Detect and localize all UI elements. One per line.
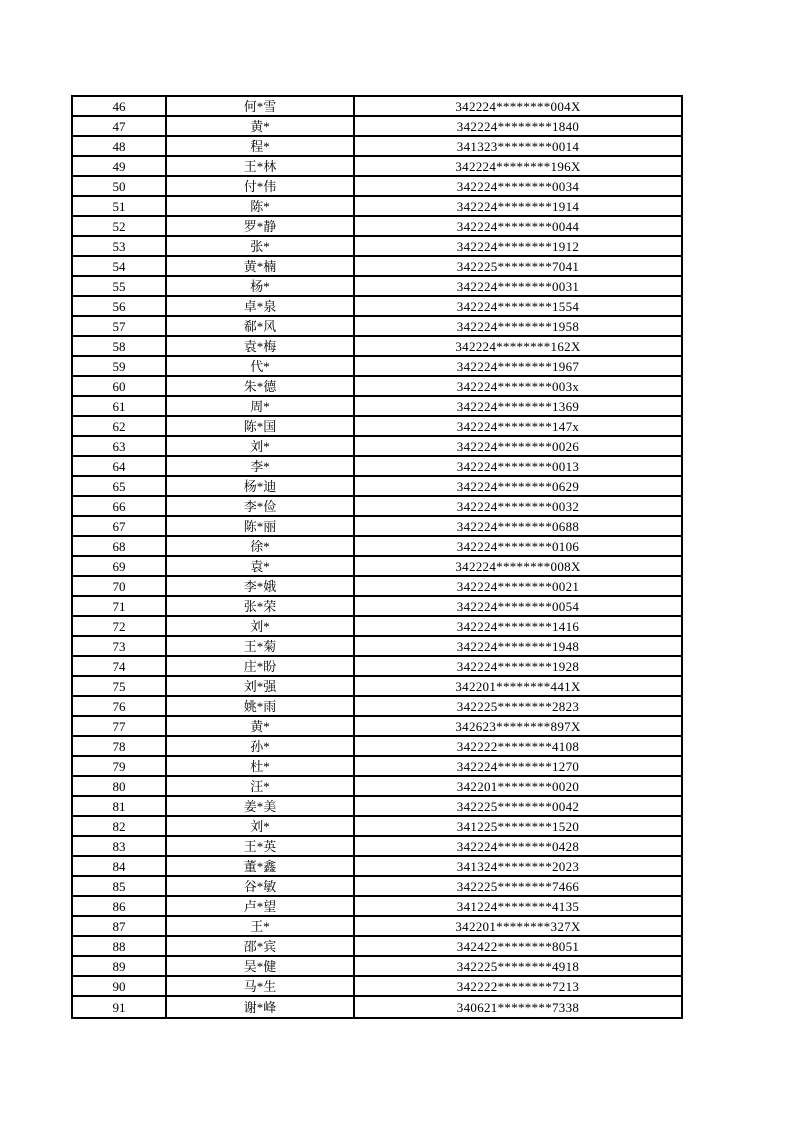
cell-name: 刘* [167,817,355,835]
cell-name: 杨*迪 [167,477,355,495]
cell-index: 79 [73,757,167,775]
table-row [73,617,681,637]
cell-id-masked: 342224********0026 [456,438,580,454]
cell-id-masked: 342224********0034 [456,178,580,194]
cell-name: 李*娥 [167,577,355,595]
cell-name: 汪* [167,777,355,795]
cell-index: 67 [73,517,167,535]
cell-id-masked: 342225********0042 [456,798,580,814]
cell-id-masked: 342224********1840 [456,118,580,134]
table-row [73,717,681,737]
table-row [73,657,681,677]
cell-name: 王* [167,917,355,935]
cell-index: 87 [73,917,167,935]
cell-name: 张* [167,237,355,255]
cell-name: 王*英 [167,837,355,855]
table-row [73,777,681,797]
cell-name: 吴*健 [167,957,355,975]
cell-id-masked: 342201********441X [455,678,581,694]
cell-name: 谢*峰 [167,997,355,1017]
table-row [73,257,681,277]
table-row [73,857,681,877]
cell-id-masked: 342225********2823 [456,698,580,714]
cell-name: 马*生 [167,977,355,995]
cell-index: 71 [73,597,167,615]
cell-id-masked: 342222********7213 [456,978,580,994]
cell-index: 53 [73,237,167,255]
table-row [73,757,681,777]
cell-name: 李* [167,457,355,475]
cell-id-masked: 342224********1958 [456,318,580,334]
cell-index: 80 [73,777,167,795]
table-row [73,637,681,657]
table-row [73,217,681,237]
cell-name: 姜*美 [167,797,355,815]
cell-name: 张*荣 [167,597,355,615]
cell-name: 徐* [167,537,355,555]
cell-id-masked: 342224********0013 [456,458,580,474]
cell-name: 何*雪 [167,97,355,115]
cell-name: 黄* [167,717,355,735]
cell-name: 代* [167,357,355,375]
cell-id-masked: 342225********7041 [456,258,580,274]
cell-index: 54 [73,257,167,275]
cell-name: 刘*强 [167,677,355,695]
table-row [73,177,681,197]
table-row [73,397,681,417]
table-row [73,697,681,717]
cell-index: 81 [73,797,167,815]
cell-name: 罗*静 [167,217,355,235]
cell-id-masked: 342224********147x [456,418,580,434]
cell-index: 61 [73,397,167,415]
cell-index: 63 [73,437,167,455]
cell-id-masked: 341323********0014 [456,138,580,154]
table-row [73,97,681,117]
cell-name: 谷*敏 [167,877,355,895]
cell-id-masked: 342224********1914 [456,198,580,214]
cell-index: 52 [73,217,167,235]
cell-name: 黄* [167,117,355,135]
cell-name: 陈*国 [167,417,355,435]
cell-name: 王*菊 [167,637,355,655]
table-row [73,897,681,917]
cell-index: 73 [73,637,167,655]
cell-index: 83 [73,837,167,855]
cell-id-masked: 342224********1967 [456,358,580,374]
cell-index: 51 [73,197,167,215]
cell-name: 袁* [167,557,355,575]
cell-id-masked: 342224********1416 [456,618,580,634]
cell-id-masked: 342224********0044 [456,218,580,234]
table-row [73,457,681,477]
cell-index: 75 [73,677,167,695]
cell-index: 69 [73,557,167,575]
cell-id-masked: 341225********1520 [456,818,580,834]
cell-index: 78 [73,737,167,755]
cell-name: 付*伟 [167,177,355,195]
cell-index: 65 [73,477,167,495]
cell-id-masked: 342422********8051 [456,938,580,954]
cell-index: 55 [73,277,167,295]
table-row [73,357,681,377]
cell-index: 50 [73,177,167,195]
table-row [73,297,681,317]
table-row [73,477,681,497]
table-row [73,137,681,157]
table-row [73,537,681,557]
cell-id-masked: 342224********0031 [456,278,580,294]
table-row [73,437,681,457]
table-row [73,377,681,397]
cell-name: 郗*风 [167,317,355,335]
table-row [73,517,681,537]
cell-index: 89 [73,957,167,975]
cell-index: 70 [73,577,167,595]
cell-name: 卢*望 [167,897,355,915]
cell-index: 76 [73,697,167,715]
cell-id-masked: 342224********1369 [456,398,580,414]
table-row [73,877,681,897]
table-row [73,677,681,697]
table-row [73,937,681,957]
cell-id-masked: 340621********7338 [456,999,580,1015]
cell-index: 62 [73,417,167,435]
table-row [73,837,681,857]
cell-index: 47 [73,117,167,135]
cell-id-masked: 342224********1554 [456,298,580,314]
cell-id-masked: 342623********897X [455,718,581,734]
cell-id-masked: 342224********1928 [456,658,580,674]
cell-name: 卓*泉 [167,297,355,315]
cell-id-masked: 342224********1948 [456,638,580,654]
cell-index: 60 [73,377,167,395]
table-body [73,97,681,1017]
table-row [73,317,681,337]
table-row [73,157,681,177]
table-row [73,957,681,977]
table-row [73,557,681,577]
cell-index: 72 [73,617,167,635]
cell-index: 68 [73,537,167,555]
cell-name: 袁*梅 [167,337,355,355]
table-row [73,597,681,617]
cell-index: 86 [73,897,167,915]
cell-id-masked: 342224********162X [455,338,581,354]
cell-name: 杜* [167,757,355,775]
cell-index: 59 [73,357,167,375]
cell-name: 姚*雨 [167,697,355,715]
table-row [73,997,681,1017]
cell-id-masked: 341324********2023 [456,858,580,874]
cell-id-masked: 342224********196X [455,158,581,174]
cell-index: 88 [73,937,167,955]
cell-index: 57 [73,317,167,335]
table-row [73,277,681,297]
cell-index: 66 [73,497,167,515]
cell-id-masked: 342201********0020 [456,778,580,794]
table-row [73,977,681,997]
cell-name: 陈*丽 [167,517,355,535]
cell-index: 82 [73,817,167,835]
cell-name: 邵*宾 [167,937,355,955]
cell-name: 董*鑫 [167,857,355,875]
cell-index: 49 [73,157,167,175]
cell-id-masked: 342224********1270 [456,758,580,774]
cell-name: 周* [167,397,355,415]
table-row [73,797,681,817]
table-row [73,577,681,597]
cell-index: 90 [73,977,167,995]
cell-id-masked: 342224********008X [455,558,581,574]
cell-name: 孙* [167,737,355,755]
cell-name: 杨* [167,277,355,295]
cell-id-masked: 342201********327X [455,918,581,934]
cell-name: 李*俭 [167,497,355,515]
table-row [73,197,681,217]
cell-id-masked: 342224********0021 [456,578,580,594]
cell-name: 程* [167,137,355,155]
cell-name: 朱*德 [167,377,355,395]
table-row [73,337,681,357]
table-row [73,817,681,837]
cell-name: 刘* [167,617,355,635]
cell-id-masked: 342224********0032 [456,498,580,514]
table-row [73,737,681,757]
cell-id-masked: 342224********0688 [456,518,580,534]
cell-index: 91 [73,997,167,1017]
cell-index: 56 [73,297,167,315]
cell-name: 刘* [167,437,355,455]
cell-name: 陈* [167,197,355,215]
cell-index: 84 [73,857,167,875]
cell-id-masked: 342224********1912 [456,238,580,254]
cell-id-masked: 342224********003x [456,378,580,394]
cell-index: 64 [73,457,167,475]
cell-name: 黄*楠 [167,257,355,275]
table-row [73,237,681,257]
cell-id-masked: 342225********4918 [456,958,580,974]
cell-id-masked: 342224********0629 [456,478,580,494]
masked-id-table [71,95,683,1019]
cell-id-masked: 342224********0106 [456,538,580,554]
cell-id-masked: 342224********0054 [456,598,580,614]
cell-id-masked: 341224********4135 [456,898,580,914]
table-row [73,497,681,517]
table-row [73,917,681,937]
cell-index: 58 [73,337,167,355]
cell-name: 庄*盼 [167,657,355,675]
cell-index: 74 [73,657,167,675]
cell-index: 46 [73,97,167,115]
cell-index: 85 [73,877,167,895]
cell-index: 77 [73,717,167,735]
cell-id-masked: 342224********004X [455,98,581,114]
cell-id-masked: 342224********0428 [456,838,580,854]
table-row [73,417,681,437]
cell-index: 48 [73,137,167,155]
table-row [73,117,681,137]
cell-id-masked: 342222********4108 [456,738,580,754]
cell-name: 王*林 [167,157,355,175]
cell-id-masked: 342225********7466 [456,878,580,894]
